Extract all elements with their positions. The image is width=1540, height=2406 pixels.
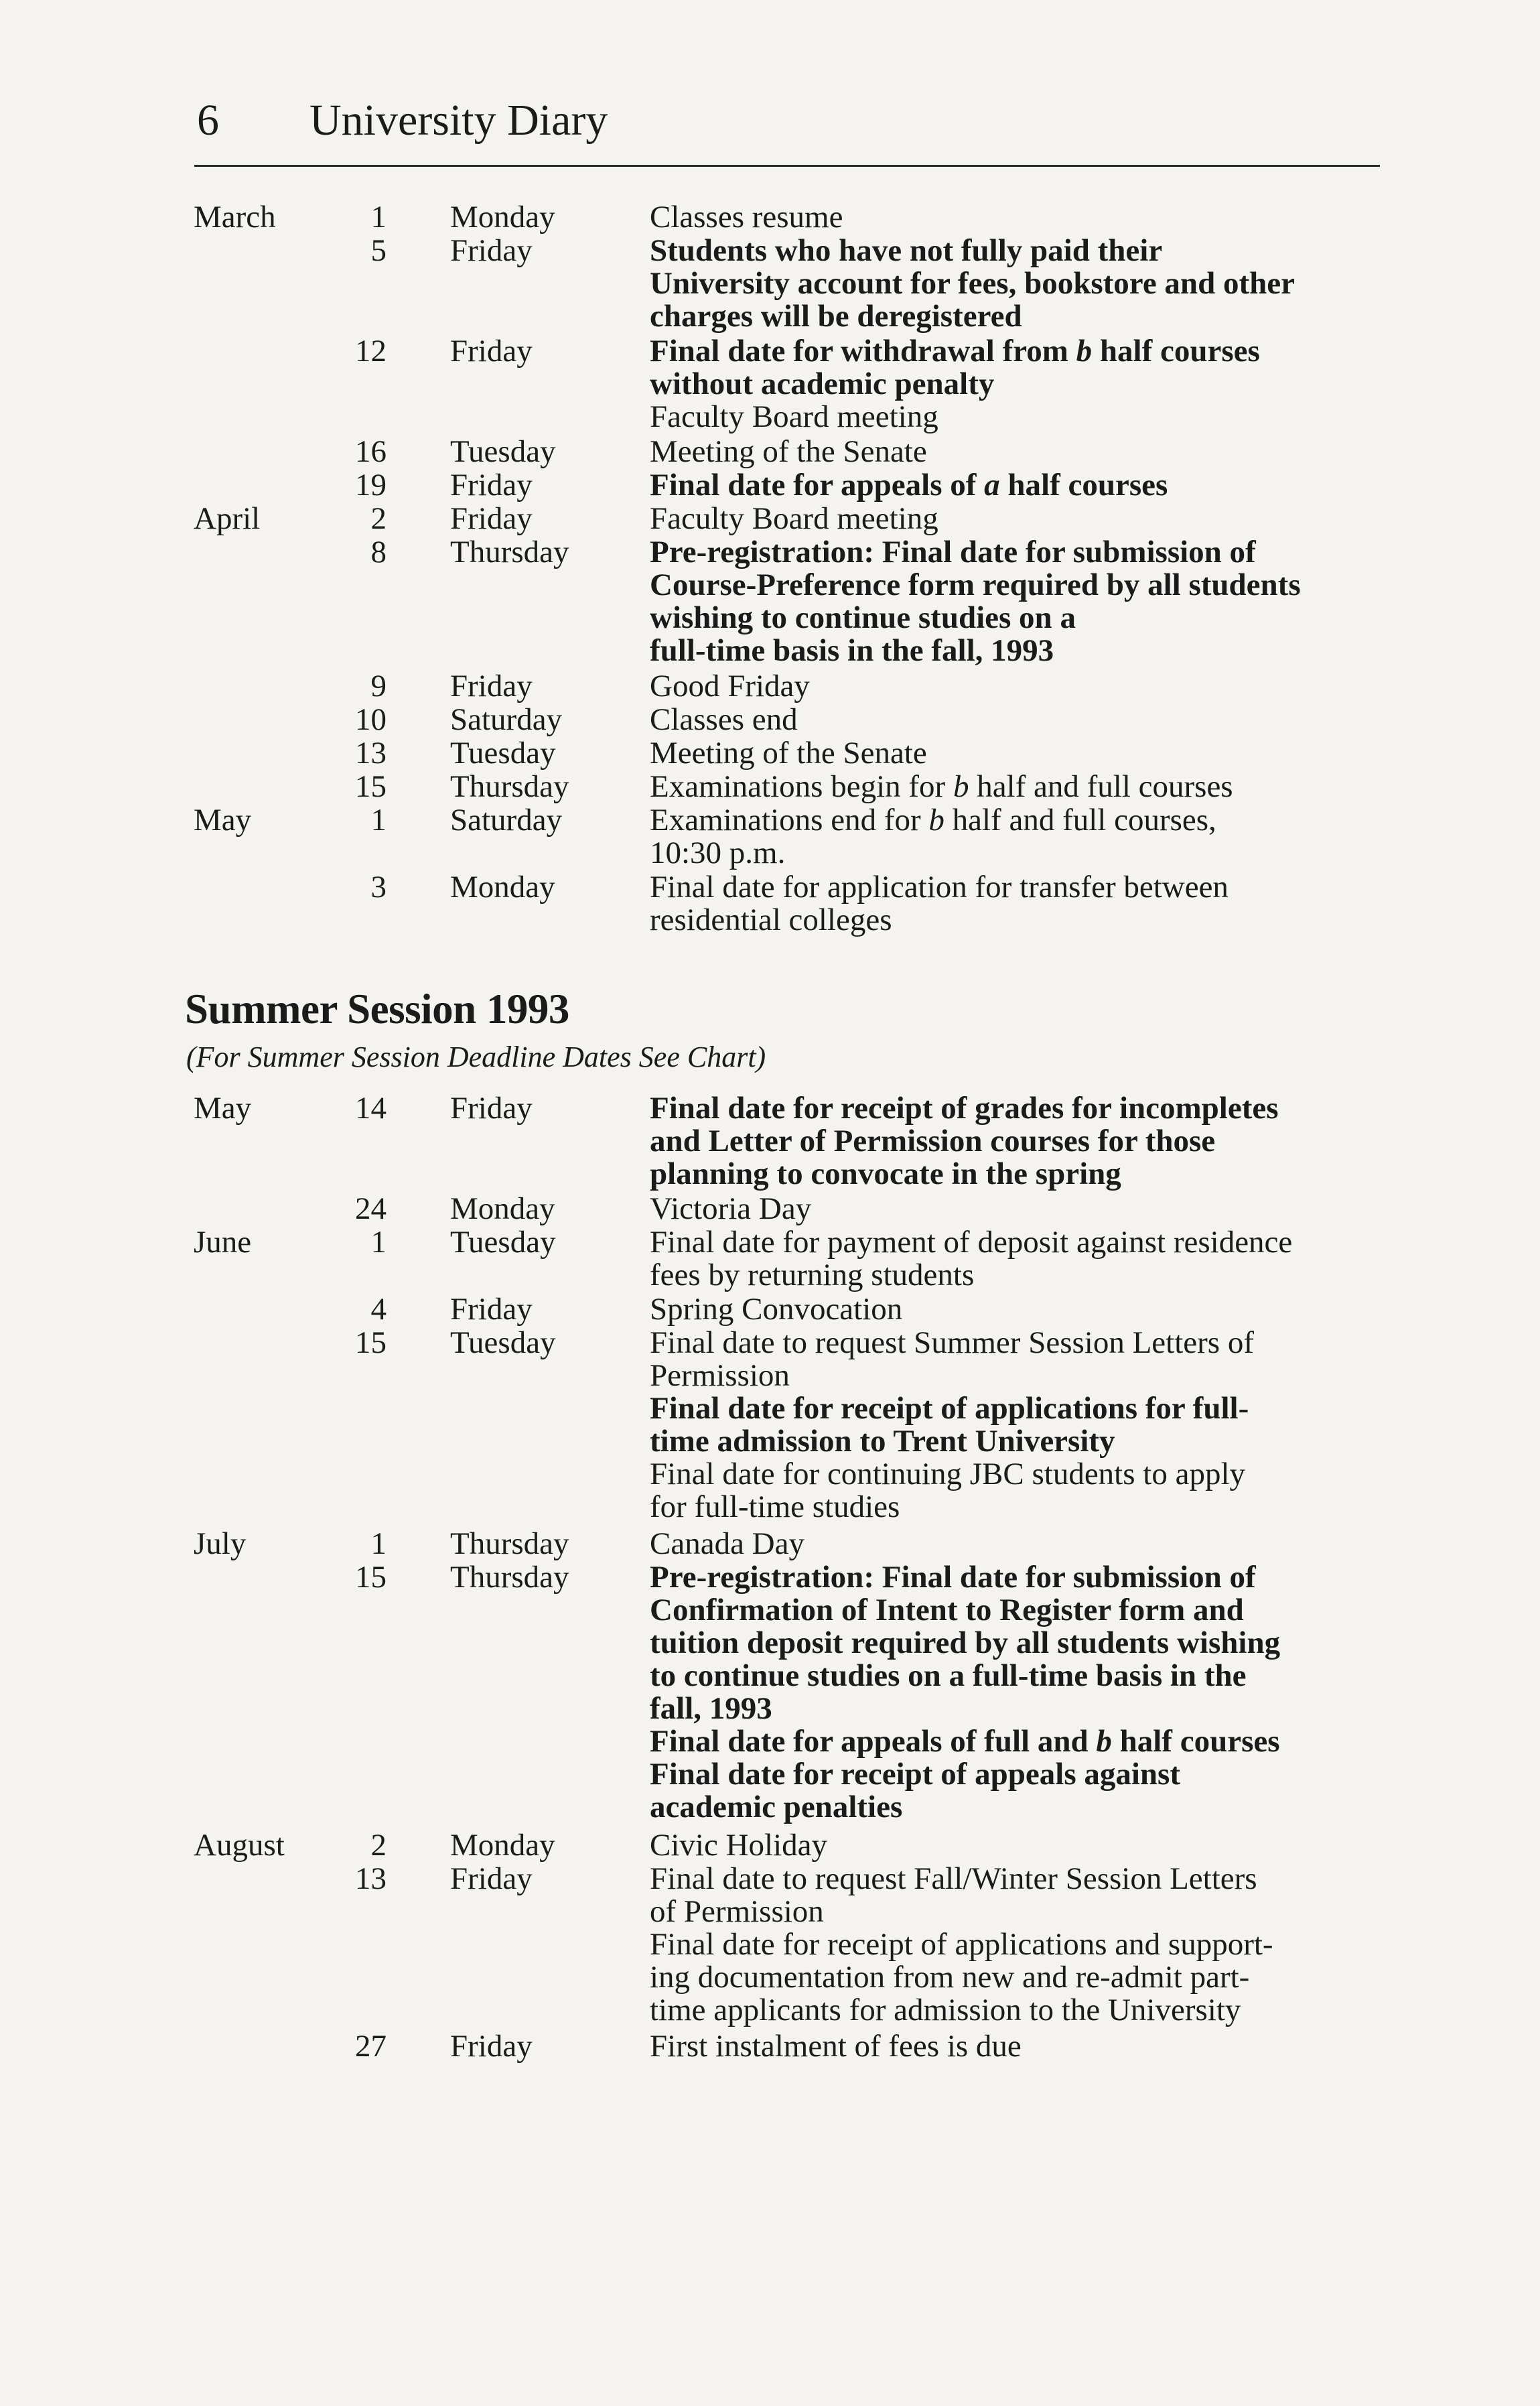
entry-line: charges will be deregistered	[650, 299, 1022, 334]
entry-weekday: Saturday	[450, 702, 563, 737]
entry-description	[650, 2030, 1340, 2063]
entry-day: 13	[355, 1861, 387, 1896]
entry-day: 12	[355, 334, 387, 369]
entry-weekday: Friday	[450, 1292, 533, 1327]
entry-line: academic penalties	[650, 1790, 903, 1824]
entry-day: 1	[370, 200, 387, 235]
entry-weekday: Thursday	[450, 1560, 569, 1595]
page-number: 6	[197, 96, 219, 145]
entry-line: Meeting of the Senate	[650, 736, 927, 771]
entry-day: 16	[355, 434, 387, 469]
entry-weekday: Friday	[450, 334, 533, 369]
entry-line: Good Friday	[650, 669, 810, 704]
entry-line: fees by returning students	[650, 1258, 975, 1292]
entry-description	[650, 201, 1340, 234]
entry-description	[650, 1327, 1340, 1524]
entry-line: to continue studies on a full-time basis in the	[650, 1658, 1247, 1693]
entry-line: Final date for continuing JBC students to apply	[650, 1457, 1246, 1491]
entry-day: 5	[370, 233, 387, 268]
entry-line: Final date for application for transfer between	[650, 870, 1229, 905]
entry-day: 1	[370, 1526, 387, 1561]
entry-weekday: Saturday	[450, 803, 563, 838]
entry-line: Final date for receipt of applications for full-	[650, 1391, 1249, 1426]
entry-line: fall, 1993	[650, 1691, 772, 1726]
entry-line: Final date to request Fall/Winter Session Letters	[650, 1861, 1257, 1896]
entry-description	[650, 536, 1340, 667]
entry-weekday: Friday	[450, 2029, 533, 2064]
entry-line: Course-Preference form required by all students	[650, 567, 1301, 602]
entry-weekday: Tuesday	[450, 1325, 556, 1360]
entry-line: Faculty Board meeting	[650, 399, 938, 434]
entry-description	[650, 436, 1340, 468]
entry-description	[650, 1293, 1340, 1326]
entry-day: 15	[355, 1325, 387, 1360]
entry-weekday: Tuesday	[450, 434, 556, 469]
entry-line: Final date for appeals of full and b half courses	[650, 1724, 1280, 1759]
entry-weekday: Friday	[450, 233, 533, 268]
entry-weekday: Friday	[450, 669, 533, 704]
entry-description	[650, 503, 1340, 535]
entry-weekday: Tuesday	[450, 1225, 556, 1260]
page-title: University Diary	[309, 96, 608, 145]
entry-day: 19	[355, 468, 387, 503]
entry-weekday: Thursday	[450, 769, 569, 804]
entry-line: of Permission	[650, 1894, 824, 1929]
entry-description	[650, 335, 1340, 433]
entry-weekday: Friday	[450, 468, 533, 503]
entry-day: 27	[355, 2029, 387, 2064]
entry-day: 15	[355, 769, 387, 804]
entry-description	[650, 469, 1340, 502]
entry-weekday: Friday	[450, 1091, 533, 1126]
entry-line: Classes end	[650, 702, 798, 737]
entry-description	[650, 235, 1340, 333]
entry-day: 8	[370, 535, 387, 570]
entry-line: full-time basis in the fall, 1993	[650, 633, 1054, 668]
entry-day: 2	[370, 501, 387, 536]
entry-line: University account for fees, bookstore and other	[650, 266, 1295, 301]
entry-line: ing documentation from new and re-admit part-	[650, 1960, 1250, 1995]
entry-line: and Letter of Permission courses for those	[650, 1124, 1216, 1158]
entry-line: Examinations end for b half and full courses,	[650, 803, 1216, 838]
entry-line: planning to convocate in the spring	[650, 1156, 1121, 1191]
entry-weekday: Thursday	[450, 535, 569, 570]
entry-description	[650, 1528, 1340, 1560]
entry-line: Final date for receipt of grades for incompletes	[650, 1091, 1279, 1126]
entry-weekday: Monday	[450, 1191, 555, 1226]
entry-line: Civic Holiday	[650, 1828, 827, 1863]
entry-day: 3	[370, 870, 387, 905]
entry-line: for full-time studies	[650, 1489, 900, 1524]
entry-month: August	[194, 1828, 285, 1863]
entry-day: 13	[355, 736, 387, 771]
entry-weekday: Thursday	[450, 1526, 569, 1561]
entry-line: Meeting of the Senate	[650, 434, 927, 469]
entry-line: Final date for withdrawal from b half courses	[650, 334, 1260, 369]
entry-line: Spring Convocation	[650, 1292, 903, 1327]
entry-day: 2	[370, 1828, 387, 1863]
entry-weekday: Monday	[450, 1828, 555, 1863]
entry-day: 10	[355, 702, 387, 737]
section-subtitle: (For Summer Session Deadline Dates See Chart)	[186, 1041, 766, 1073]
entry-line: Classes resume	[650, 200, 843, 235]
entry-description	[650, 871, 1340, 937]
entry-description	[650, 1193, 1340, 1225]
entry-line: Final date for receipt of applications and support-	[650, 1927, 1273, 1962]
entry-line: Students who have not fully paid their	[650, 233, 1163, 268]
entry-line: time admission to Trent University	[650, 1424, 1115, 1459]
entry-description	[650, 1226, 1340, 1292]
entry-day: 1	[370, 1225, 387, 1260]
entry-line: First instalment of fees is due	[650, 2029, 1022, 2064]
entry-description	[650, 1863, 1340, 2027]
entry-line: Victoria Day	[650, 1191, 812, 1226]
entry-month: March	[194, 200, 276, 235]
entry-description	[650, 1561, 1340, 1824]
entry-day: 15	[355, 1560, 387, 1595]
entry-weekday: Tuesday	[450, 736, 556, 771]
entry-weekday: Friday	[450, 501, 533, 536]
page-header	[194, 95, 1380, 167]
entry-weekday: Monday	[450, 870, 555, 905]
entry-line: Pre-registration: Final date for submission of	[650, 535, 1256, 570]
entry-line: Faculty Board meeting	[650, 501, 938, 536]
entry-month: April	[194, 501, 261, 536]
entry-line: 10:30 p.m.	[650, 836, 786, 870]
entry-day: 24	[355, 1191, 387, 1226]
entry-month: June	[194, 1225, 252, 1260]
entry-line: Canada Day	[650, 1526, 804, 1561]
entry-line: Examinations begin for b half and full courses	[650, 769, 1233, 804]
entry-line: without academic penalty	[650, 366, 995, 401]
entry-line: tuition deposit required by all students wishing	[650, 1625, 1281, 1660]
entry-description	[650, 804, 1340, 870]
entry-month: May	[194, 803, 252, 838]
entry-weekday: Monday	[450, 200, 555, 235]
entry-month: May	[194, 1091, 252, 1126]
entry-line: Final date to request Summer Session Letters of	[650, 1325, 1254, 1360]
entry-line: Permission	[650, 1358, 790, 1393]
entry-description	[650, 670, 1340, 703]
entry-day: 14	[355, 1091, 387, 1126]
entry-day: 4	[370, 1292, 387, 1327]
entry-line: wishing to continue studies on a	[650, 600, 1076, 635]
entry-line: Confirmation of Intent to Register form and	[650, 1593, 1244, 1627]
entry-weekday: Friday	[450, 1861, 533, 1896]
entry-day: 1	[370, 803, 387, 838]
section-title: Summer Session 1993	[185, 986, 569, 1032]
entry-description	[650, 771, 1340, 803]
entry-description	[650, 704, 1340, 736]
entry-line: Final date for receipt of appeals against	[650, 1757, 1181, 1792]
entry-line: Final date for appeals of a half courses	[650, 468, 1168, 503]
entry-description	[650, 737, 1340, 770]
entry-description	[650, 1092, 1340, 1191]
entry-line: residential colleges	[650, 903, 892, 937]
entry-line: Pre-registration: Final date for submission of	[650, 1560, 1256, 1595]
entry-line: time applicants for admission to the University	[650, 1993, 1241, 2027]
entry-day: 9	[370, 669, 387, 704]
entry-description	[650, 1829, 1340, 1862]
entry-line: Final date for payment of deposit against residence	[650, 1225, 1293, 1260]
entry-month: July	[194, 1526, 247, 1561]
